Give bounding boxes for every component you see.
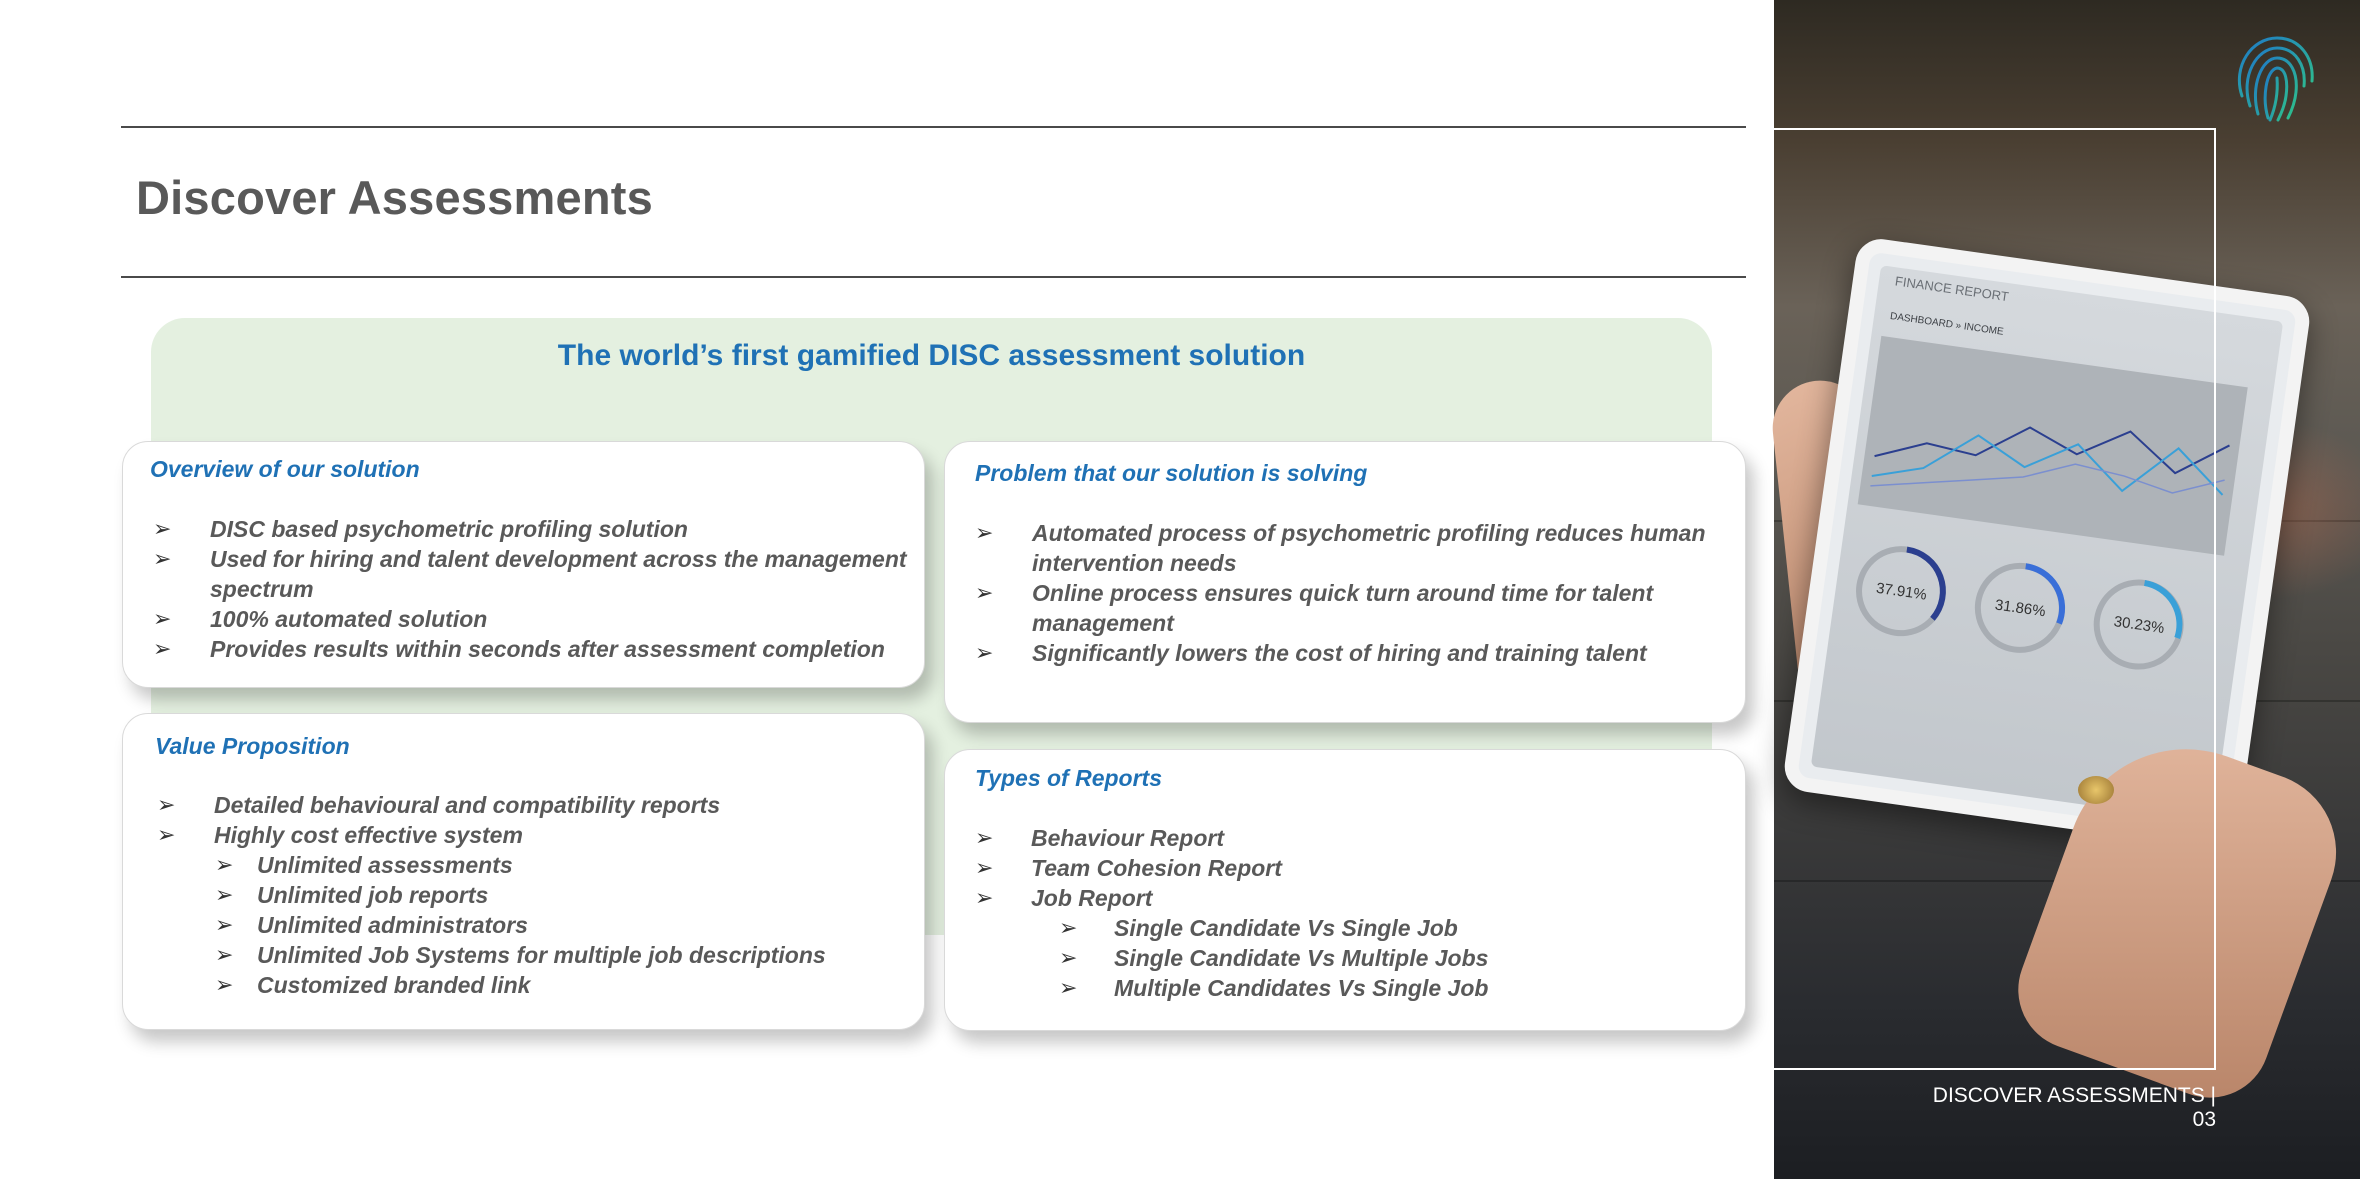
reports-heading: Types of Reports [975,765,1163,791]
arrowhead-bullet-icon: ➢ [975,580,994,605]
sub-list-item: ➢ Customized branded link [215,972,531,998]
list-item: ➢ Detailed behavioural and compatibility reports [157,792,721,818]
value-proposition-card [122,713,925,1030]
sub-list-item: ➢ Multiple Candidates Vs Single Job [1059,975,1489,1001]
arrowhead-bullet-icon: ➢ [975,825,994,850]
sub-list-item: ➢ Unlimited Job Systems for multiple job descriptions [215,942,826,968]
list-item: ➢ DISC based psychometric profiling solution [153,516,688,542]
sub-list-item: ➢ Unlimited job reports [215,882,489,908]
list-item: ➢ Used for hiring and talent development across the management [153,546,907,572]
arrowhead-bullet-icon: ➢ [1059,945,1078,970]
arrowhead-bullet-icon: ➢ [975,520,994,545]
report-types-card [944,749,1746,1031]
tablet-screen-subtitle: DASHBOARD » INCOME [1889,311,2005,338]
arrowhead-bullet-icon: ➢ [975,885,994,910]
slide-footer: DISCOVER ASSESSMENTS | 03 [1932,1084,2216,1131]
list-item: ➢ Provides results within seconds after assessment completion [153,636,885,662]
problem-heading: Problem that our solution is solving [975,460,1368,486]
value-list [157,790,826,1000]
ring-label: 37.91% [1875,579,1928,604]
list-item: ➢ Online process ensures quick turn around time for talent [975,580,1654,606]
arrowhead-bullet-icon: ➢ [1059,915,1078,940]
arrowhead-bullet-icon: ➢ [215,912,234,937]
arrowhead-bullet-icon: ➢ [975,640,994,665]
arrowhead-bullet-icon: ➢ [153,636,172,661]
overview-heading: Overview of our solution [150,456,420,482]
ring-label: 31.86% [1993,596,2047,621]
list-item: ➢ Behaviour Report [975,825,1224,851]
list-item: ➢ Automated process of psychometric profiling reduces human [975,520,1706,546]
list-item: ➢ Job Report [975,885,1153,911]
ring-label: 30.23% [2112,613,2166,638]
page-title: Discover Assessments [136,171,653,224]
list-item: ➢ 100% automated solution [153,606,488,632]
arrowhead-bullet-icon: ➢ [153,606,172,631]
arrowhead-bullet-icon: ➢ [215,882,234,907]
arrowhead-bullet-icon: ➢ [975,855,994,880]
list-item-continuation: management [1032,610,1174,636]
arrowhead-bullet-icon: ➢ [157,822,176,847]
arrowhead-bullet-icon: ➢ [215,972,234,997]
list-item-continuation: spectrum [210,576,314,602]
value-heading: Value Proposition [155,733,350,759]
overview-card [122,441,925,688]
problem-list [975,518,1706,668]
arrowhead-bullet-icon: ➢ [1059,975,1078,1000]
list-item: ➢ Team Cohesion Report [975,855,1282,881]
title-divider [121,276,1746,278]
arrowhead-bullet-icon: ➢ [153,546,172,571]
arrowhead-bullet-icon: ➢ [215,942,234,967]
sub-list-item: ➢ Single Candidate Vs Multiple Jobs [1059,945,1489,971]
fingerprint-logo-icon [2222,26,2322,126]
list-item: ➢ Significantly lowers the cost of hiring and training talent [975,640,1647,666]
sub-list-item: ➢ Unlimited assessments [215,852,513,878]
overview-list [153,514,907,664]
arrowhead-bullet-icon: ➢ [215,852,234,877]
tablet-screen-title: FINANCE REPORT [1894,273,2010,305]
list-item: ➢ Highly cost effective system [157,822,523,848]
arrowhead-bullet-icon: ➢ [153,516,172,541]
top-divider [121,126,1746,128]
panel-subtitle: The world’s first gamified DISC assessment solution [557,339,1306,372]
list-item-continuation: intervention needs [1032,550,1237,576]
problem-card [944,441,1746,723]
sub-list-item: ➢ Single Candidate Vs Single Job [1059,915,1458,941]
photo-frame-outline [1774,128,2216,1070]
sub-list-item: ➢ Unlimited administrators [215,912,528,938]
reports-list [975,823,1488,1003]
arrowhead-bullet-icon: ➢ [157,792,176,817]
